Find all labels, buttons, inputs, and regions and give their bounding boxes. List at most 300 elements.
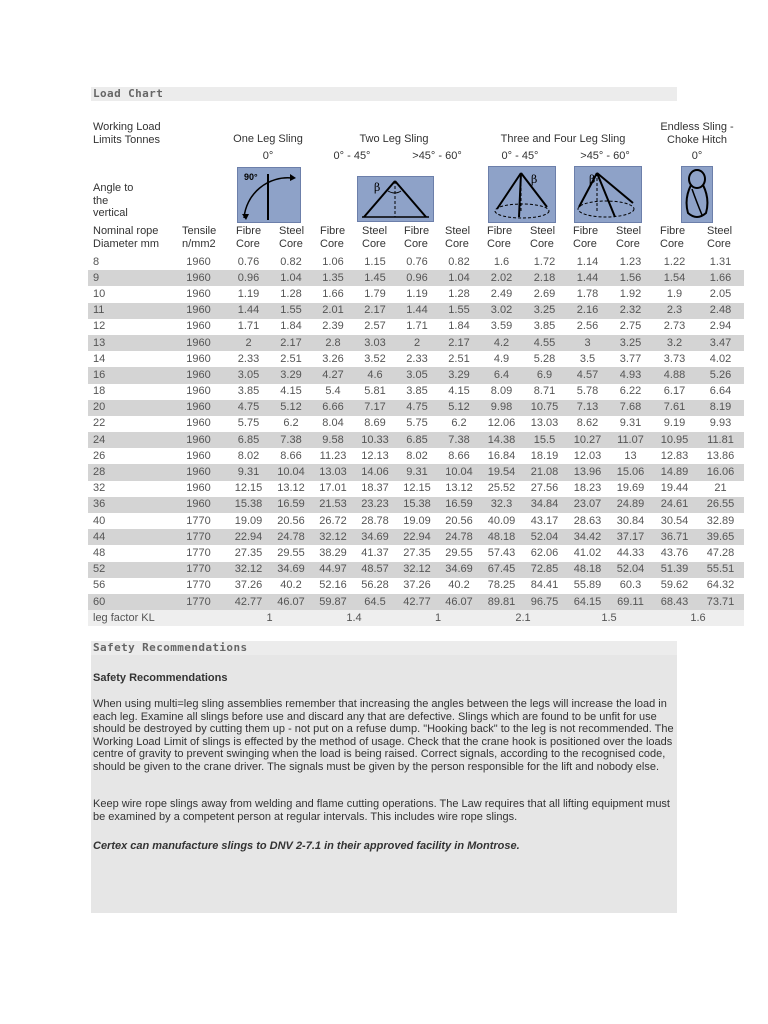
table-cell: 7.38 [270, 432, 312, 448]
table-row [88, 497, 744, 513]
table-cell: 2.57 [354, 319, 396, 335]
table-row [88, 594, 744, 610]
table-cell: 96.75 [523, 594, 566, 610]
table-cell: 10.75 [523, 400, 566, 416]
table-cell: 43.17 [523, 513, 566, 529]
table-cell: 2.56 [566, 319, 609, 335]
table-cell: 89.81 [480, 594, 523, 610]
table-cell: 3.25 [609, 335, 652, 351]
table-cell: 27.35 [227, 545, 270, 561]
table-cell: 52.04 [523, 529, 566, 545]
table-cell: 14.38 [480, 432, 523, 448]
col-three-a-fibre: Fibre Core [487, 225, 513, 250]
table-cell: 67.45 [480, 562, 523, 578]
table-cell: 5.12 [438, 400, 480, 416]
table-cell: 43.76 [652, 545, 697, 561]
table-cell: 3.85 [523, 319, 566, 335]
table-cell: 21 [697, 481, 744, 497]
table-cell: 56 [88, 578, 170, 594]
col-endless-fibre: Fibre Core [660, 225, 686, 250]
table-cell: 3.2 [652, 335, 697, 351]
one-leg-sling-icon [237, 167, 301, 223]
table-cell: 4.88 [652, 367, 697, 383]
table-cell: 2.33 [227, 351, 270, 367]
working-load-label: Working Load Limits Tonnes [93, 121, 161, 146]
table-cell: 1.56 [609, 270, 652, 286]
table-cell: 32.89 [697, 513, 744, 529]
table-cell: 34.69 [354, 529, 396, 545]
table-cell: 6.4 [480, 367, 523, 383]
table-cell: 7.61 [652, 400, 697, 416]
table-cell: 19.44 [652, 481, 697, 497]
table-cell: 16.84 [480, 448, 523, 464]
table-cell: 2.17 [270, 335, 312, 351]
table-cell: 7.38 [438, 432, 480, 448]
table-cell: 24.78 [438, 529, 480, 545]
col-two-leg-b-fibre: Fibre Core [404, 225, 430, 250]
angle-endless: 0° [691, 150, 703, 162]
table-cell: 7.13 [566, 400, 609, 416]
table-cell: 1.44 [227, 303, 270, 319]
table-cell: 24 [88, 432, 170, 448]
table-cell: 3.02 [480, 303, 523, 319]
table-cell: 1.6 [480, 254, 523, 270]
table-cell: 6.9 [523, 367, 566, 383]
table-cell: 60.3 [609, 578, 652, 594]
table-cell: 13 [609, 448, 652, 464]
table-cell: 10.04 [270, 464, 312, 480]
table-cell: 4.57 [566, 367, 609, 383]
table-cell: 24.78 [270, 529, 312, 545]
table-cell: 5.26 [697, 367, 744, 383]
table-cell: 46.07 [438, 594, 480, 610]
table-cell: 32 [88, 481, 170, 497]
safety-paragraph-1: When using multi=leg sling assemblies remember that increasing the angles between the legs will increase the load in each leg. Examine all slings before use and discard any that are defective. Slings which are found to be unfit for use should be destroyed by cutting them up - not put on a refuse dump. "Hooking back" to the leg is not recommended. The Working Load Limit of slings is effected by the method of usage. Check that the crane hook is positioned over the loads centre of gravity to prevent swinging when the load is being raised. Correct signals, according to the recognised code, should be given to the crane driver. The signals must be given by the person responsible for the lift and nobody else. [93, 698, 674, 773]
table-cell: 41.02 [566, 545, 609, 561]
table-cell: 1.71 [227, 319, 270, 335]
table-cell: 8.09 [480, 384, 523, 400]
table-cell: 1770 [170, 529, 227, 545]
table-cell: 14.06 [354, 464, 396, 480]
table-cell: 6.85 [227, 432, 270, 448]
table-cell: 64.15 [566, 594, 609, 610]
three-leg-sling-icon [488, 166, 556, 223]
table-cell: 22 [88, 416, 170, 432]
table-cell: 32.12 [227, 562, 270, 578]
table-cell: 1.78 [566, 286, 609, 302]
table-cell: 11.07 [609, 432, 652, 448]
table-cell: 2.32 [609, 303, 652, 319]
table-cell: 47.28 [697, 545, 744, 561]
table-cell: 4.55 [523, 335, 566, 351]
table-cell: 6.2 [270, 416, 312, 432]
table-cell: 12.03 [566, 448, 609, 464]
table-cell: 1.04 [270, 270, 312, 286]
table-cell: 14 [88, 351, 170, 367]
table-cell: 28 [88, 464, 170, 480]
table-cell: 2 [396, 335, 438, 351]
table-cell: 64.32 [697, 578, 744, 594]
table-cell: 2.02 [480, 270, 523, 286]
table-cell: 18 [88, 384, 170, 400]
table-cell: 10.27 [566, 432, 609, 448]
angle-two-leg-b: >45° - 60° [412, 150, 462, 162]
col-three-b-steel: Steel Core [616, 225, 642, 250]
table-cell: 6.2 [438, 416, 480, 432]
table-cell: 0.82 [438, 254, 480, 270]
table-cell: 1960 [170, 497, 227, 513]
table-cell: 11 [88, 303, 170, 319]
table-cell: 0.82 [270, 254, 312, 270]
table-cell: 1.28 [438, 286, 480, 302]
table-cell: 1.22 [652, 254, 697, 270]
table-cell: 1960 [170, 432, 227, 448]
table-cell: 3.25 [523, 303, 566, 319]
table-row [88, 545, 744, 561]
table-cell: 0.96 [396, 270, 438, 286]
table-cell: 27.35 [396, 545, 438, 561]
table-row [88, 351, 744, 367]
table-cell: 21.08 [523, 464, 566, 480]
table-cell: 5.78 [566, 384, 609, 400]
angle-to-vertical-label: Angle to the vertical [93, 182, 134, 219]
table-cell: 13.03 [523, 416, 566, 432]
table-cell: 4.75 [227, 400, 270, 416]
table-cell: 37.26 [227, 578, 270, 594]
table-cell: 1.19 [396, 286, 438, 302]
table-cell: 6.22 [609, 384, 652, 400]
table-cell: 46.07 [270, 594, 312, 610]
table-cell: 1960 [170, 254, 227, 270]
table-cell: 18.19 [523, 448, 566, 464]
leg-factor-label: leg factor KL [88, 610, 227, 626]
table-cell: 0.76 [227, 254, 270, 270]
table-cell: 9.93 [697, 416, 744, 432]
table-cell: 2.16 [566, 303, 609, 319]
table-cell: 1.54 [652, 270, 697, 286]
table-cell: 1960 [170, 481, 227, 497]
table-cell: 4.27 [312, 367, 354, 383]
table-cell: 15.38 [396, 497, 438, 513]
table-cell: 44.97 [312, 562, 354, 578]
table-cell: 24.89 [609, 497, 652, 513]
table-row [88, 286, 744, 302]
table-cell: 52.16 [312, 578, 354, 594]
load-chart-table [88, 254, 744, 626]
angle-three-a: 0° - 45° [501, 150, 539, 162]
table-cell: 1.71 [396, 319, 438, 335]
table-row [88, 513, 744, 529]
table-cell: 19.09 [227, 513, 270, 529]
table-cell: 3.73 [652, 351, 697, 367]
table-cell: 9.98 [480, 400, 523, 416]
table-cell: 4.75 [396, 400, 438, 416]
table-cell: 15.06 [609, 464, 652, 480]
table-row [88, 400, 744, 416]
table-cell: 48.18 [566, 562, 609, 578]
col-nominal-diameter: Nominal rope Diameter mm [93, 225, 160, 250]
table-cell: 1960 [170, 384, 227, 400]
table-cell: 1.19 [227, 286, 270, 302]
table-cell: 2.3 [652, 303, 697, 319]
table-cell: 8.66 [438, 448, 480, 464]
table-cell: 48.18 [480, 529, 523, 545]
table-row [88, 303, 744, 319]
table-cell: 52 [88, 562, 170, 578]
table-cell: 4.9 [480, 351, 523, 367]
safety-paragraph-2: Keep wire rope slings away from welding and flame cutting operations. The Law requires that all lifting equipment must be examined by a competent person at regular intervals. This includes wire rope slings. [93, 798, 670, 823]
table-cell: 28.63 [566, 513, 609, 529]
table-cell: 1960 [170, 335, 227, 351]
table-row [88, 367, 744, 383]
table-cell: 1.23 [609, 254, 652, 270]
table-cell: 2.17 [438, 335, 480, 351]
table-row [88, 416, 744, 432]
table-cell: 15.5 [523, 432, 566, 448]
table-cell: 12.06 [480, 416, 523, 432]
table-cell: 64.5 [354, 594, 396, 610]
table-cell: 7.68 [609, 400, 652, 416]
table-cell: 4.93 [609, 367, 652, 383]
table-cell: 3.47 [697, 335, 744, 351]
table-cell: 1.15 [354, 254, 396, 270]
table-cell: 3.03 [354, 335, 396, 351]
table-cell: 1960 [170, 270, 227, 286]
col-two-leg-a-fibre: Fibre Core [320, 225, 346, 250]
table-row [88, 432, 744, 448]
choke-hitch-icon [681, 166, 713, 223]
table-cell: 1.92 [609, 286, 652, 302]
table-cell: 36.71 [652, 529, 697, 545]
table-cell: 24.61 [652, 497, 697, 513]
table-cell: 1960 [170, 464, 227, 480]
table-cell: 12.15 [227, 481, 270, 497]
leg-factor-value: 1 [227, 610, 312, 626]
table-cell: 16.59 [438, 497, 480, 513]
table-cell: 1770 [170, 594, 227, 610]
table-cell: 60 [88, 594, 170, 610]
table-cell: 9.31 [227, 464, 270, 480]
table-cell: 1.14 [566, 254, 609, 270]
table-cell: 12.13 [354, 448, 396, 464]
table-cell: 20 [88, 400, 170, 416]
table-cell: 2.01 [312, 303, 354, 319]
table-cell: 4.6 [354, 367, 396, 383]
table-cell: 18.37 [354, 481, 396, 497]
table-cell: 5.81 [354, 384, 396, 400]
table-cell: 32.12 [396, 562, 438, 578]
table-cell: 10 [88, 286, 170, 302]
table-cell: 2.51 [270, 351, 312, 367]
table-cell: 8.69 [354, 416, 396, 432]
table-cell: 2 [227, 335, 270, 351]
load-chart-heading: Load Chart [91, 87, 677, 101]
table-cell: 1.44 [566, 270, 609, 286]
table-cell: 19.69 [609, 481, 652, 497]
table-cell: 48.57 [354, 562, 396, 578]
certex-statement: Certex can manufacture slings to DNV 2-7.1 in their approved facility in Montrose. [93, 840, 520, 852]
table-cell: 41.37 [354, 545, 396, 561]
table-cell: 20.56 [438, 513, 480, 529]
table-cell: 6.66 [312, 400, 354, 416]
table-cell: 69.11 [609, 594, 652, 610]
table-cell: 1.79 [354, 286, 396, 302]
table-cell: 26.55 [697, 497, 744, 513]
table-cell: 42.77 [396, 594, 438, 610]
table-cell: 11.23 [312, 448, 354, 464]
table-cell: 34.69 [270, 562, 312, 578]
table-cell: 78.25 [480, 578, 523, 594]
table-cell: 3.5 [566, 351, 609, 367]
table-cell: 4.15 [438, 384, 480, 400]
table-cell: 5.12 [270, 400, 312, 416]
table-cell: 2.48 [697, 303, 744, 319]
table-cell: 3.05 [396, 367, 438, 383]
table-cell: 11.81 [697, 432, 744, 448]
table-cell: 2.49 [480, 286, 523, 302]
table-cell: 3.85 [396, 384, 438, 400]
table-row [88, 562, 744, 578]
ninety-degree-label: 90° [244, 172, 258, 182]
table-row [88, 319, 744, 335]
table-cell: 8.66 [270, 448, 312, 464]
table-cell: 5.28 [523, 351, 566, 367]
table-cell: 40.2 [270, 578, 312, 594]
table-cell: 16.06 [697, 464, 744, 480]
table-cell: 20.56 [270, 513, 312, 529]
table-cell: 44 [88, 529, 170, 545]
table-cell: 1.55 [438, 303, 480, 319]
angle-three-b: >45° - 60° [580, 150, 630, 162]
table-cell: 3.05 [227, 367, 270, 383]
group-endless: Endless Sling - Choke Hitch [660, 121, 734, 146]
table-cell: 37.17 [609, 529, 652, 545]
table-cell: 8.62 [566, 416, 609, 432]
table-cell: 57.43 [480, 545, 523, 561]
table-cell: 1.66 [697, 270, 744, 286]
table-cell: 16 [88, 367, 170, 383]
table-cell: 4.2 [480, 335, 523, 351]
table-cell: 26 [88, 448, 170, 464]
col-three-b-fibre: Fibre Core [573, 225, 599, 250]
table-cell: 55.51 [697, 562, 744, 578]
col-one-leg-fibre: Fibre Core [236, 225, 262, 250]
table-cell: 2.17 [354, 303, 396, 319]
table-cell: 1.72 [523, 254, 566, 270]
col-one-leg-steel: Steel Core [279, 225, 305, 250]
table-cell: 12 [88, 319, 170, 335]
table-cell: 68.43 [652, 594, 697, 610]
table-cell: 9.31 [609, 416, 652, 432]
table-cell: 1960 [170, 286, 227, 302]
table-cell: 0.96 [227, 270, 270, 286]
table-row [88, 254, 744, 270]
table-cell: 12.83 [652, 448, 697, 464]
table-cell: 7.17 [354, 400, 396, 416]
table-cell: 4.15 [270, 384, 312, 400]
table-cell: 1960 [170, 303, 227, 319]
table-cell: 1.06 [312, 254, 354, 270]
table-cell: 6.17 [652, 384, 697, 400]
group-one-leg: One Leg Sling [233, 133, 303, 145]
table-cell: 1960 [170, 319, 227, 335]
table-cell: 1.84 [438, 319, 480, 335]
table-row [88, 481, 744, 497]
table-cell: 5.75 [396, 416, 438, 432]
table-cell: 8 [88, 254, 170, 270]
table-cell: 13 [88, 335, 170, 351]
table-cell: 52.04 [609, 562, 652, 578]
table-cell: 6.64 [697, 384, 744, 400]
col-endless-steel: Steel Core [707, 225, 733, 250]
table-cell: 2.18 [523, 270, 566, 286]
leg-factor-value: 1.6 [652, 610, 744, 626]
table-cell: 17.01 [312, 481, 354, 497]
table-cell: 1770 [170, 513, 227, 529]
angle-two-leg-a: 0° - 45° [333, 150, 371, 162]
angle-one-leg: 0° [262, 150, 274, 162]
table-cell: 2.75 [609, 319, 652, 335]
table-cell: 9.58 [312, 432, 354, 448]
table-cell: 40.2 [438, 578, 480, 594]
table-cell: 13.03 [312, 464, 354, 480]
table-cell: 1.66 [312, 286, 354, 302]
table-cell: 3 [566, 335, 609, 351]
table-cell: 37.26 [396, 578, 438, 594]
leg-factor-value: 1 [396, 610, 480, 626]
col-tensile: Tensile n/mm2 [182, 225, 217, 250]
table-cell: 42.77 [227, 594, 270, 610]
table-cell: 32.3 [480, 497, 523, 513]
two-leg-sling-icon [357, 176, 434, 222]
two-leg-beta-label: β [374, 181, 381, 194]
col-two-leg-a-steel: Steel Core [362, 225, 388, 250]
table-cell: 39.65 [697, 529, 744, 545]
table-cell: 1960 [170, 448, 227, 464]
table-cell: 21.53 [312, 497, 354, 513]
table-cell: 27.56 [523, 481, 566, 497]
table-cell: 22.94 [227, 529, 270, 545]
table-cell: 26.72 [312, 513, 354, 529]
table-cell: 3.77 [609, 351, 652, 367]
group-three-four-leg: Three and Four Leg Sling [500, 133, 626, 145]
table-cell: 1.84 [270, 319, 312, 335]
table-cell: 3.85 [227, 384, 270, 400]
table-cell: 2.51 [438, 351, 480, 367]
table-cell: 10.95 [652, 432, 697, 448]
table-cell: 3.59 [480, 319, 523, 335]
table-cell: 13.96 [566, 464, 609, 480]
leg-factor-value: 1.4 [312, 610, 396, 626]
table-cell: 48 [88, 545, 170, 561]
table-cell: 10.33 [354, 432, 396, 448]
table-cell: 34.69 [438, 562, 480, 578]
col-three-a-steel: Steel Core [530, 225, 556, 250]
table-cell: 1.55 [270, 303, 312, 319]
table-cell: 22.94 [396, 529, 438, 545]
table-row [88, 384, 744, 400]
table-cell: 25.52 [480, 481, 523, 497]
table-cell: 56.28 [354, 578, 396, 594]
table-cell: 40 [88, 513, 170, 529]
table-cell: 38.29 [312, 545, 354, 561]
table-cell: 59.62 [652, 578, 697, 594]
table-row [88, 529, 744, 545]
table-cell: 55.89 [566, 578, 609, 594]
four-leg-sling-icon [574, 166, 642, 223]
table-cell: 62.06 [523, 545, 566, 561]
table-cell: 2.05 [697, 286, 744, 302]
